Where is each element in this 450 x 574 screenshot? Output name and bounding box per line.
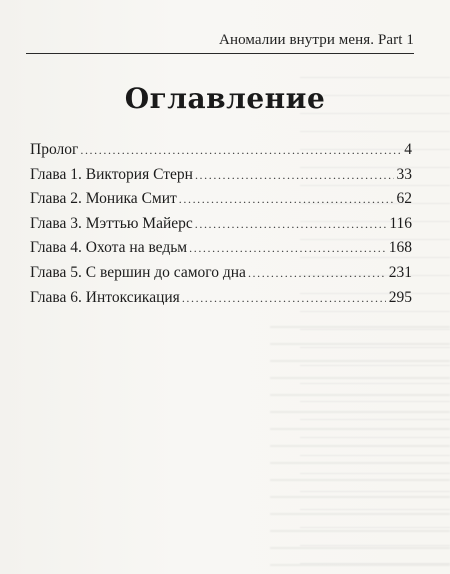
toc-entry-chapter-6 — [30, 289, 412, 314]
toc-entry-label: Глава 2. Моника Смит — [30, 190, 177, 208]
toc-entry-page: 4 — [404, 141, 412, 158]
toc-entry-label: Глава 3. Мэттью Майерс — [30, 214, 193, 232]
dot-leader — [182, 291, 386, 306]
toc-entry-page: 62 — [396, 190, 412, 208]
dot-leader — [179, 192, 394, 207]
dot-leader — [189, 241, 386, 256]
toc-entry-chapter-1 — [30, 166, 412, 191]
table-of-contents — [30, 141, 412, 313]
toc-entry-chapter-3 — [30, 215, 412, 240]
toc-entry-chapter-4 — [30, 239, 412, 264]
page-title: Оглавление — [124, 82, 326, 115]
dot-leader — [80, 143, 401, 158]
toc-entry-page: 33 — [396, 165, 412, 183]
toc-entry-label: Глава 5. С вершин до самого дна — [30, 263, 246, 281]
running-head: Аномалии внутри меня. Part 1 — [219, 32, 414, 48]
dot-leader — [248, 266, 386, 281]
toc-entry-chapter-2 — [30, 190, 412, 215]
dot-leader — [195, 217, 387, 232]
dot-leader — [195, 168, 394, 183]
toc-entry-page: 168 — [388, 239, 412, 257]
toc-entry-label: Глава 1. Виктория Стерн — [30, 165, 193, 183]
toc-entry-page: 295 — [388, 288, 412, 306]
toc-entry-label: Пролог — [30, 141, 79, 158]
toc-entry-page: 231 — [388, 263, 412, 281]
toc-entry-label: Глава 6. Интоксикация — [30, 288, 180, 306]
toc-entry-label: Глава 4. Охота на ведьм — [30, 239, 188, 257]
bleed-through-text — [270, 320, 450, 574]
toc-entry-chapter-5 — [30, 264, 412, 289]
header-rule — [26, 53, 414, 54]
toc-entry-page: 116 — [389, 214, 412, 232]
toc-entry-prologue — [30, 141, 412, 166]
